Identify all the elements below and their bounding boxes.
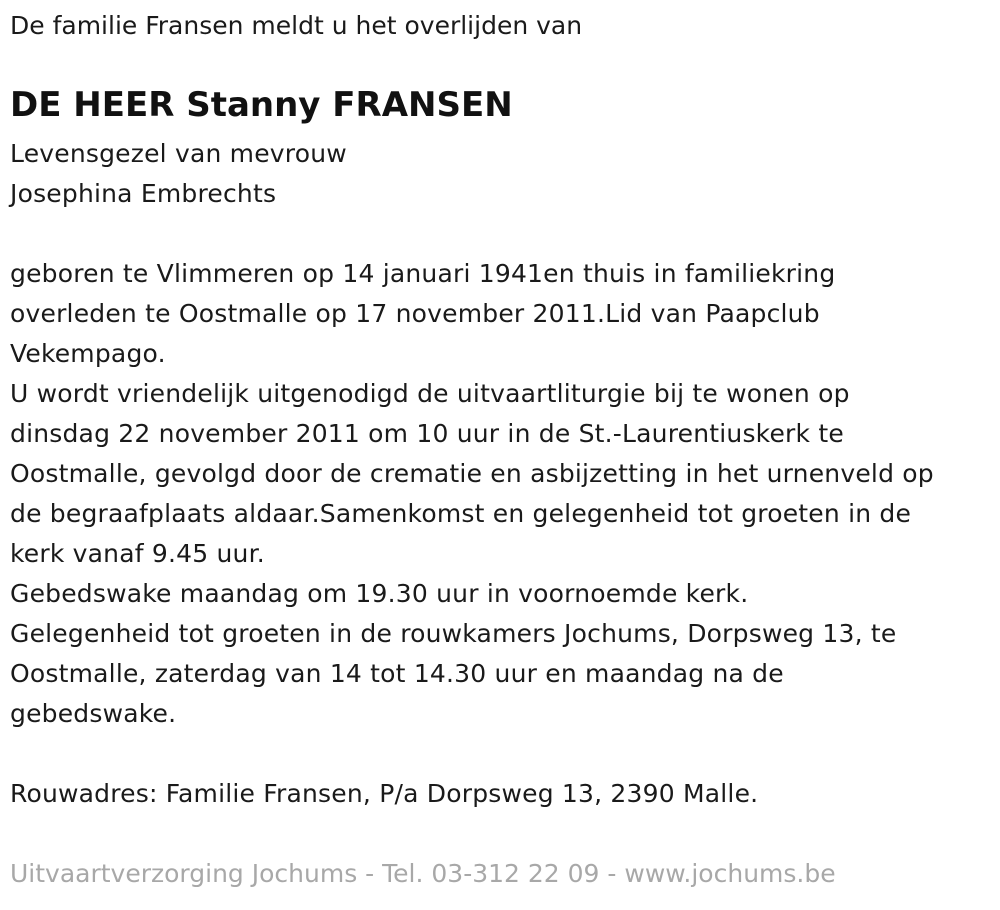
body-line: Gelegenheid tot groeten in de rouwkamers Jochums, Dorpsweg 13, te — [10, 619, 897, 648]
partner-line: Josephina Embrechts — [10, 179, 277, 208]
funeral-details — [10, 254, 934, 734]
funeral-director-footer: Uitvaartverzorging Jochums - Tel. 03-312 22 09 - www.jochums.be — [10, 859, 836, 888]
body-line: Oostmalle, zaterdag van 14 tot 14.30 uur en maandag na de — [10, 659, 784, 688]
body-line: Vekempago. — [10, 339, 166, 368]
body-line: kerk vanaf 9.45 uur. — [10, 539, 265, 568]
body-line: de begraafplaats aldaar.Samenkomst en gelegenheid tot groeten in de — [10, 499, 912, 528]
body-line: dinsdag 22 november 2011 om 10 uur in de St.-Laurentiuskerk te — [10, 419, 844, 448]
partner-block — [10, 134, 347, 214]
body-line: geboren te Vlimmeren op 14 januari 1941en thuis in familiekring — [10, 259, 836, 288]
body-line: gebedswake. — [10, 699, 177, 728]
intro-line: De familie Fransen meldt u het overlijden van — [10, 11, 583, 40]
body-line: Oostmalle, gevolgd door de crematie en asbijzetting in het urnenveld op — [10, 459, 934, 488]
deceased-name: DE HEER Stanny FRANSEN — [10, 85, 513, 125]
body-line: Gebedswake maandag om 19.30 uur in voornoemde kerk. — [10, 579, 749, 608]
body-line: U wordt vriendelijk uitgenodigd de uitvaartliturgie bij te wonen op — [10, 379, 850, 408]
partner-line: Levensgezel van mevrouw — [10, 139, 347, 168]
mourning-address: Rouwadres: Familie Fransen, P/a Dorpsweg 13, 2390 Malle. — [10, 779, 759, 808]
body-line: overleden te Oostmalle op 17 november 2011.Lid van Paapclub — [10, 299, 820, 328]
